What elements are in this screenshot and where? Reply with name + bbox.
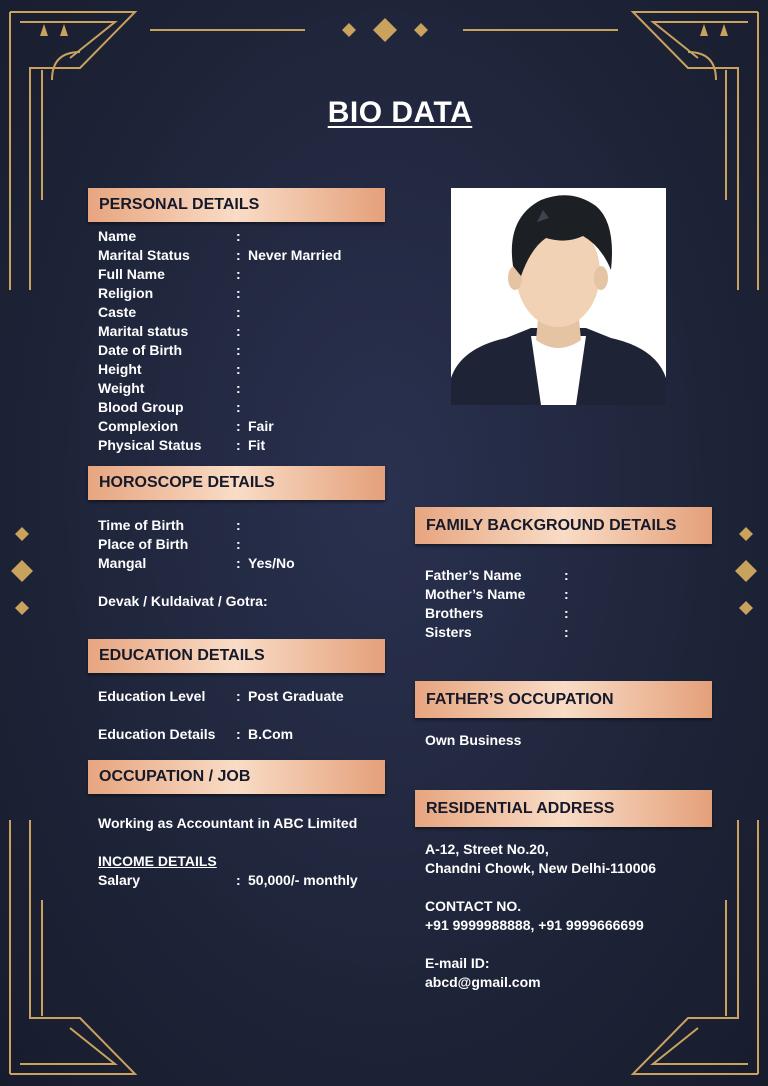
detail-label: Name	[98, 228, 137, 244]
detail-label: Physical Status	[98, 437, 202, 453]
detail-row: Mangal : Yes/No	[98, 555, 295, 571]
detail-row: Mother’s Name :	[425, 586, 569, 602]
detail-label: Time of Birth	[98, 517, 185, 533]
residential-address-heading: RESIDENTIAL ADDRESS	[415, 790, 712, 827]
education-details-heading: EDUCATION DETAILS	[88, 639, 385, 673]
detail-row: Full Name :	[98, 266, 241, 282]
fathers-occupation-heading: FATHER’S OCCUPATION	[415, 681, 712, 718]
detail-label: Religion	[98, 285, 154, 301]
gotra-label: Devak / Kuldaivat / Gotra:	[98, 593, 268, 609]
colon: :	[236, 688, 241, 704]
detail-row: Father’s Name :	[425, 567, 569, 583]
detail-label: Date of Birth	[98, 342, 182, 358]
detail-value: Never Married	[248, 247, 342, 263]
family-details-list	[425, 566, 715, 642]
email-label: E-mail ID:	[425, 955, 490, 971]
detail-label: Place of Birth	[98, 536, 189, 552]
detail-row: Height :	[98, 361, 241, 377]
detail-label: Marital status	[98, 323, 189, 339]
address-line-1: A-12, Street No.20,	[425, 841, 549, 857]
contact-value: +91 9999988888, +91 9999666699	[425, 917, 644, 933]
education-level-value: Post Graduate	[248, 688, 344, 704]
detail-row: Marital Status : Never Married	[98, 247, 342, 263]
detail-label: Full Name	[98, 266, 165, 282]
detail-label: Height	[98, 361, 142, 377]
salary-label: Salary	[98, 872, 141, 888]
education-details-value: B.Com	[248, 726, 294, 742]
avatar-placeholder-icon	[451, 188, 666, 405]
education-details-label: Education Details	[98, 726, 216, 742]
detail-label: Complexion	[98, 418, 179, 434]
occupation-heading: OCCUPATION / JOB	[88, 760, 385, 794]
detail-label: Brothers	[425, 605, 484, 621]
detail-value: Fit	[248, 437, 266, 453]
profile-photo	[451, 188, 666, 405]
detail-label: Father’s Name	[425, 567, 522, 583]
detail-value: Yes/No	[248, 555, 295, 571]
family-background-heading: FAMILY BACKGROUND DETAILS	[415, 507, 712, 544]
personal-details-heading: PERSONAL DETAILS	[88, 188, 385, 222]
horoscope-details-list	[98, 516, 398, 573]
detail-row: Sisters :	[425, 624, 569, 640]
detail-row: Time of Birth :	[98, 517, 241, 533]
detail-label: Blood Group	[98, 399, 184, 415]
email-value: abcd@gmail.com	[425, 974, 541, 990]
colon: :	[236, 872, 241, 888]
detail-label: Mangal	[98, 555, 147, 571]
page-title: BIO DATA	[327, 96, 473, 129]
detail-row: Brothers :	[425, 605, 569, 621]
contact-label: CONTACT NO.	[425, 898, 522, 914]
income-details-heading: INCOME DETAILS	[98, 853, 217, 869]
salary-value: 50,000/- monthly	[248, 872, 358, 888]
education-level-label: Education Level	[98, 688, 206, 704]
detail-row: Caste :	[98, 304, 241, 320]
detail-label: Sisters	[425, 624, 472, 640]
address-line-2: Chandni Chowk, New Delhi-110006	[425, 860, 657, 876]
detail-row: Marital status :	[98, 323, 241, 339]
detail-label: Marital Status	[98, 247, 190, 263]
detail-label: Mother’s Name	[425, 586, 526, 602]
detail-row: Religion :	[98, 285, 241, 301]
detail-row: Complexion : Fair	[98, 418, 274, 434]
detail-row: Blood Group :	[98, 399, 241, 415]
colon: :	[236, 726, 241, 742]
horoscope-details-heading: HOROSCOPE DETAILS	[88, 466, 385, 500]
detail-label: Weight	[98, 380, 145, 396]
personal-details-list	[98, 227, 398, 455]
detail-row: Weight :	[98, 380, 241, 396]
detail-row: Physical Status : Fit	[98, 437, 266, 453]
detail-row: Place of Birth :	[98, 536, 241, 552]
detail-label: Caste	[98, 304, 137, 320]
detail-row: Name :	[98, 228, 241, 244]
detail-row: Date of Birth :	[98, 342, 241, 358]
occupation-text: Working as Accountant in ABC Limited	[98, 815, 358, 831]
detail-value: Fair	[248, 418, 274, 434]
fathers-occupation-text: Own Business	[425, 732, 522, 748]
